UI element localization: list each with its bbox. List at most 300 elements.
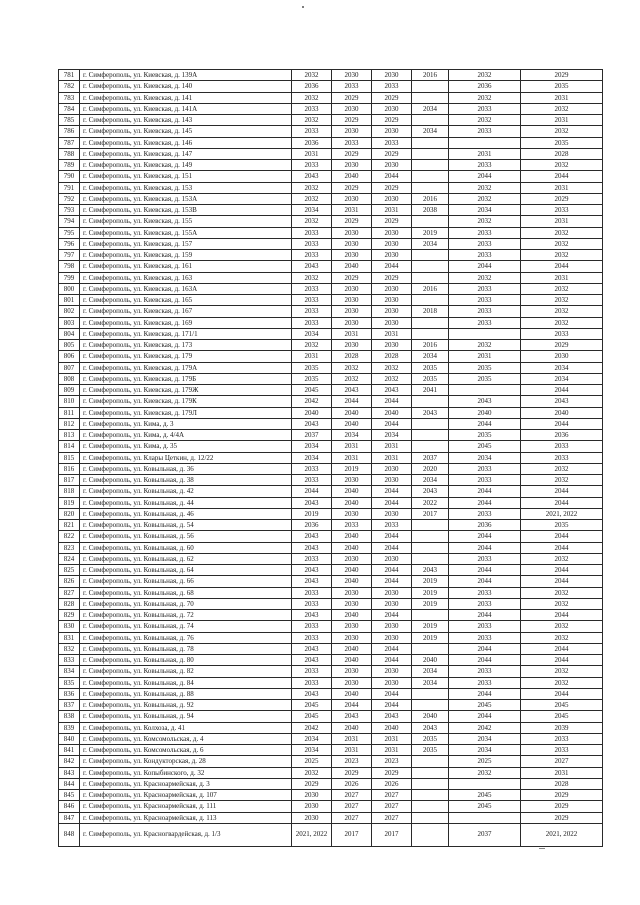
year-col-4 [412, 643, 449, 654]
year-col-1: 2033 [292, 463, 332, 474]
year-col-2: 2033 [332, 520, 372, 531]
year-col-4: 2017 [412, 508, 449, 519]
year-col-4: 2038 [412, 205, 449, 216]
year-col-5: 2031 [449, 351, 521, 362]
year-col-5: 2044 [449, 576, 521, 587]
year-col-3: 2031 [372, 733, 412, 744]
year-col-6: 2031 [521, 182, 603, 193]
row-number: 805 [59, 340, 80, 351]
year-col-4 [412, 700, 449, 711]
year-col-5: 2033 [449, 317, 521, 328]
year-col-1: 2034 [292, 733, 332, 744]
year-col-6: 2029 [521, 340, 603, 351]
year-col-3: 2030 [372, 553, 412, 564]
year-col-1: 2030 [292, 801, 332, 812]
year-col-4: 2034 [412, 103, 449, 114]
year-col-1: 2043 [292, 655, 332, 666]
year-col-2: 2040 [332, 407, 372, 418]
year-col-5: 2032 [449, 272, 521, 283]
year-col-4: 2035 [412, 733, 449, 744]
year-col-2: 2031 [332, 205, 372, 216]
year-col-3: 2044 [372, 418, 412, 429]
year-col-5: 2033 [449, 463, 521, 474]
address-cell: г. Симферополь, ул. Киевская, д. 140 [80, 81, 292, 92]
row-number: 801 [59, 295, 80, 306]
year-col-5: 2045 [449, 700, 521, 711]
year-col-1: 2040 [292, 407, 332, 418]
year-col-1: 2042 [292, 722, 332, 733]
year-col-4 [412, 328, 449, 339]
year-col-5: 2031 [449, 148, 521, 159]
year-col-3: 2033 [372, 137, 412, 148]
table-row [59, 238, 603, 249]
year-col-5 [449, 328, 521, 339]
year-col-5: 2044 [449, 643, 521, 654]
address-cell: г. Симферополь, ул. Киевская, д. 167 [80, 306, 292, 317]
year-col-5: 2033 [449, 553, 521, 564]
year-col-1: 2033 [292, 250, 332, 261]
year-col-6: 2044 [521, 610, 603, 621]
year-col-1: 2034 [292, 328, 332, 339]
year-col-6: 2045 [521, 700, 603, 711]
row-number: 785 [59, 115, 80, 126]
table-row [59, 655, 603, 666]
table-row [59, 250, 603, 261]
year-col-4 [412, 688, 449, 699]
table-row [59, 508, 603, 519]
row-number: 813 [59, 430, 80, 441]
row-number: 804 [59, 328, 80, 339]
year-col-4: 2016 [412, 193, 449, 204]
year-col-3: 2027 [372, 790, 412, 801]
address-cell: г. Симферополь, ул. Красноармейская, д. 3 [80, 778, 292, 789]
row-number: 796 [59, 238, 80, 249]
year-col-5: 2044 [449, 565, 521, 576]
year-col-6: 2029 [521, 193, 603, 204]
row-number: 819 [59, 497, 80, 508]
year-col-6: 2029 [521, 790, 603, 801]
year-col-2: 2040 [332, 565, 372, 576]
year-col-2: 2030 [332, 227, 372, 238]
year-col-4: 2022 [412, 497, 449, 508]
year-col-6: 2039 [521, 722, 603, 733]
year-col-5: 2033 [449, 103, 521, 114]
year-col-2: 2044 [332, 700, 372, 711]
address-cell: г. Симферополь, ул. Киевская, д. 179Л [80, 407, 292, 418]
year-col-1: 2043 [292, 497, 332, 508]
year-col-5: 2044 [449, 531, 521, 542]
row-number: 789 [59, 160, 80, 171]
year-col-1: 2033 [292, 317, 332, 328]
row-number: 799 [59, 272, 80, 283]
year-col-1: 2043 [292, 542, 332, 553]
year-col-4: 2016 [412, 283, 449, 294]
year-col-6: 2044 [521, 565, 603, 576]
year-col-5: 2033 [449, 632, 521, 643]
year-col-2: 2034 [332, 430, 372, 441]
table-row [59, 452, 603, 463]
year-col-1: 2043 [292, 643, 332, 654]
year-col-2: 2030 [332, 250, 372, 261]
address-cell: г. Симферополь, ул. Колхоза, д. 41 [80, 722, 292, 733]
year-col-5: 2044 [449, 655, 521, 666]
address-cell: г. Симферополь, ул. Киевская, д. 163 [80, 272, 292, 283]
year-col-3: 2040 [372, 722, 412, 733]
row-number: 831 [59, 632, 80, 643]
year-col-6: 2044 [521, 486, 603, 497]
year-col-5: 2034 [449, 452, 521, 463]
table-row [59, 486, 603, 497]
row-number: 807 [59, 362, 80, 373]
year-col-4: 2019 [412, 632, 449, 643]
year-col-2: 2030 [332, 160, 372, 171]
row-number: 797 [59, 250, 80, 261]
address-cell: г. Симферополь, ул. Киевская, д. 179К [80, 396, 292, 407]
year-col-2: 2040 [332, 261, 372, 272]
year-col-6: 2032 [521, 463, 603, 474]
address-cell: г. Симферополь, ул. Клары Цеткин, д. 12/22 [80, 452, 292, 463]
row-number: 788 [59, 148, 80, 159]
year-col-3: 2030 [372, 666, 412, 677]
address-cell: г. Симферополь, ул. Киевская, д. 161 [80, 261, 292, 272]
year-col-1: 2033 [292, 126, 332, 137]
year-col-3: 2031 [372, 452, 412, 463]
year-col-1: 2030 [292, 812, 332, 823]
year-col-6: 2040 [521, 407, 603, 418]
year-col-3: 2043 [372, 385, 412, 396]
row-number: 830 [59, 621, 80, 632]
row-number: 814 [59, 441, 80, 452]
year-col-3: 2029 [372, 216, 412, 227]
year-col-4 [412, 441, 449, 452]
table-row [59, 610, 603, 621]
row-number: 834 [59, 666, 80, 677]
address-cell: г. Симферополь, ул. Ковыльная, д. 92 [80, 700, 292, 711]
year-col-2: 2027 [332, 812, 372, 823]
year-col-1: 2035 [292, 362, 332, 373]
year-col-3: 2032 [372, 362, 412, 373]
year-col-6: 2044 [521, 261, 603, 272]
year-col-1: 2044 [292, 486, 332, 497]
year-col-1: 2032 [292, 216, 332, 227]
year-col-6: 2031 [521, 272, 603, 283]
year-col-2: 2027 [332, 790, 372, 801]
year-col-6: 2044 [521, 688, 603, 699]
year-col-2: 2040 [332, 418, 372, 429]
year-col-3: 2030 [372, 250, 412, 261]
year-col-1: 2032 [292, 272, 332, 283]
year-col-1: 2034 [292, 205, 332, 216]
address-cell: г. Симферополь, ул. Кима, д. 4/4А [80, 430, 292, 441]
year-col-4: 2043 [412, 407, 449, 418]
address-cell: г. Симферополь, ул. Киевская, д. 165 [80, 295, 292, 306]
year-col-4: 2020 [412, 463, 449, 474]
table-row [59, 261, 603, 272]
row-number: 806 [59, 351, 80, 362]
year-col-2: 2040 [332, 722, 372, 733]
year-col-3: 2029 [372, 92, 412, 103]
year-col-2: 2043 [332, 711, 372, 722]
year-col-3: 2031 [372, 328, 412, 339]
year-col-1: 2043 [292, 171, 332, 182]
year-col-5: 2044 [449, 688, 521, 699]
year-col-1: 2021, 2022 [292, 823, 332, 846]
year-col-3: 2044 [372, 565, 412, 576]
table-row [59, 126, 603, 137]
row-number: 842 [59, 756, 80, 767]
year-col-3: 2044 [372, 576, 412, 587]
address-cell: г. Симферополь, ул. Киевская, д. 169 [80, 317, 292, 328]
address-cell: г. Симферополь, ул. Киевская, д. 146 [80, 137, 292, 148]
year-col-4: 2019 [412, 576, 449, 587]
row-number: 794 [59, 216, 80, 227]
year-col-5: 2032 [449, 70, 521, 81]
row-number: 818 [59, 486, 80, 497]
year-col-2: 2040 [332, 531, 372, 542]
year-col-1: 2033 [292, 227, 332, 238]
year-col-2: 2030 [332, 632, 372, 643]
year-col-2: 2031 [332, 745, 372, 756]
year-col-4: 2040 [412, 711, 449, 722]
year-col-5 [449, 812, 521, 823]
year-col-4: 2034 [412, 238, 449, 249]
year-col-5: 2033 [449, 283, 521, 294]
year-col-4 [412, 790, 449, 801]
year-col-3: 2030 [372, 295, 412, 306]
year-col-2: 2031 [332, 441, 372, 452]
row-number: 837 [59, 700, 80, 711]
year-col-2: 2030 [332, 306, 372, 317]
year-col-1: 2032 [292, 340, 332, 351]
year-col-6: 2045 [521, 711, 603, 722]
year-col-6: 2032 [521, 283, 603, 294]
year-col-3: 2030 [372, 283, 412, 294]
year-col-4: 2043 [412, 486, 449, 497]
year-col-1: 2043 [292, 531, 332, 542]
year-col-2: 2030 [332, 475, 372, 486]
year-col-2: 2029 [332, 115, 372, 126]
year-col-1: 2035 [292, 373, 332, 384]
year-col-3: 2033 [372, 520, 412, 531]
table-row [59, 81, 603, 92]
year-col-4: 2034 [412, 475, 449, 486]
year-col-3: 2029 [372, 767, 412, 778]
year-col-4 [412, 81, 449, 92]
row-number: 836 [59, 688, 80, 699]
year-col-4 [412, 823, 449, 846]
year-col-3: 2044 [372, 688, 412, 699]
year-col-2: 2040 [332, 655, 372, 666]
year-col-6: 2032 [521, 666, 603, 677]
table-row [59, 643, 603, 654]
year-col-1: 2019 [292, 508, 332, 519]
year-col-5: 2033 [449, 677, 521, 688]
year-col-4 [412, 553, 449, 564]
address-cell: г. Симферополь, ул. Киевская, д. 155 [80, 216, 292, 227]
year-col-6: 2021, 2022 [521, 508, 603, 519]
row-number: 787 [59, 137, 80, 148]
year-col-6: 2044 [521, 497, 603, 508]
table-row [59, 418, 603, 429]
year-col-3: 2030 [372, 317, 412, 328]
row-number: 798 [59, 261, 80, 272]
year-col-5: 2033 [449, 587, 521, 598]
year-col-2: 2040 [332, 171, 372, 182]
year-col-3: 2044 [372, 610, 412, 621]
year-col-3: 2044 [372, 171, 412, 182]
address-cell: г. Симферополь, ул. Ковыльная, д. 62 [80, 553, 292, 564]
year-col-6: 2032 [521, 160, 603, 171]
year-col-5: 2036 [449, 520, 521, 531]
year-col-5: 2045 [449, 801, 521, 812]
year-col-1: 2045 [292, 711, 332, 722]
year-col-1: 2036 [292, 520, 332, 531]
year-col-4 [412, 171, 449, 182]
year-col-2: 2044 [332, 396, 372, 407]
address-cell: г. Симферополь, ул. Киевская, д. 179А [80, 362, 292, 373]
year-col-4: 2040 [412, 655, 449, 666]
year-col-4: 2018 [412, 306, 449, 317]
year-col-6: 2031 [521, 115, 603, 126]
address-cell: г. Симферополь, ул. Киевская, д. 171/1 [80, 328, 292, 339]
year-col-1: 2043 [292, 418, 332, 429]
year-col-3: 2044 [372, 655, 412, 666]
row-number: 793 [59, 205, 80, 216]
year-col-1: 2033 [292, 677, 332, 688]
year-col-6: 2033 [521, 733, 603, 744]
year-col-5: 2037 [449, 823, 521, 846]
year-col-6: 2043 [521, 396, 603, 407]
table-row [59, 441, 603, 452]
year-col-1: 2032 [292, 92, 332, 103]
table-row [59, 812, 603, 823]
address-cell: г. Симферополь, ул. Киевская, д. 163А [80, 283, 292, 294]
year-col-1: 2037 [292, 430, 332, 441]
row-number: 822 [59, 531, 80, 542]
table-row [59, 193, 603, 204]
year-col-1: 2032 [292, 70, 332, 81]
year-col-3: 2030 [372, 227, 412, 238]
address-cell: г. Симферополь, ул. Киевская, д. 157 [80, 238, 292, 249]
address-cell: г. Симферополь, ул. Ковыльная, д. 76 [80, 632, 292, 643]
address-cell: г. Симферополь, ул. Ковыльная, д. 38 [80, 475, 292, 486]
address-cell: г. Симферополь, ул. Красноармейская, д. 113 [80, 812, 292, 823]
year-col-1: 2025 [292, 756, 332, 767]
table-row [59, 677, 603, 688]
year-col-4: 2035 [412, 745, 449, 756]
row-number: 791 [59, 182, 80, 193]
row-number: 800 [59, 283, 80, 294]
year-col-2: 2029 [332, 216, 372, 227]
year-col-1: 2043 [292, 576, 332, 587]
year-col-3: 2034 [372, 430, 412, 441]
year-col-3: 2017 [372, 823, 412, 846]
table-row [59, 632, 603, 643]
address-cell: г. Симферополь, ул. Ковыльная, д. 56 [80, 531, 292, 542]
year-col-6: 2028 [521, 148, 603, 159]
year-col-1: 2031 [292, 148, 332, 159]
year-col-2: 2033 [332, 81, 372, 92]
year-col-4: 2035 [412, 373, 449, 384]
year-col-1: 2033 [292, 553, 332, 564]
year-col-1: 2032 [292, 115, 332, 126]
row-number: 821 [59, 520, 80, 531]
year-col-6: 2036 [521, 430, 603, 441]
year-col-4 [412, 160, 449, 171]
year-col-5: 2032 [449, 216, 521, 227]
table-row [59, 227, 603, 238]
row-number: 847 [59, 812, 80, 823]
year-col-3: 2044 [372, 396, 412, 407]
address-cell: г. Симферополь, ул. Ковыльная, д. 44 [80, 497, 292, 508]
row-number: 817 [59, 475, 80, 486]
year-col-4 [412, 610, 449, 621]
year-col-6: 2044 [521, 643, 603, 654]
year-col-1: 2042 [292, 396, 332, 407]
year-col-2: 2030 [332, 553, 372, 564]
address-cell: г. Симферополь, ул. Киевская, д. 149 [80, 160, 292, 171]
table-row [59, 137, 603, 148]
row-number: 803 [59, 317, 80, 328]
table-row [59, 733, 603, 744]
year-col-3: 2030 [372, 508, 412, 519]
year-col-2: 2017 [332, 823, 372, 846]
year-col-2: 2040 [332, 497, 372, 508]
year-col-6: 2044 [521, 418, 603, 429]
table-row [59, 790, 603, 801]
year-col-3: 2030 [372, 103, 412, 114]
address-cell: г. Симферополь, ул. Ковыльная, д. 94 [80, 711, 292, 722]
year-col-6: 2033 [521, 745, 603, 756]
year-col-6: 2029 [521, 801, 603, 812]
year-col-3: 2044 [372, 261, 412, 272]
year-col-1: 2033 [292, 306, 332, 317]
row-number: 810 [59, 396, 80, 407]
year-col-1: 2033 [292, 103, 332, 114]
address-cell: г. Симферополь, ул. Ковыльная, д. 60 [80, 542, 292, 553]
year-col-6: 2032 [521, 295, 603, 306]
row-number: 845 [59, 790, 80, 801]
table-row [59, 385, 603, 396]
table-row [59, 745, 603, 756]
year-col-5: 2032 [449, 92, 521, 103]
year-col-2: 2040 [332, 542, 372, 553]
year-col-5 [449, 385, 521, 396]
year-col-6: 2021, 2022 [521, 823, 603, 846]
address-cell: г. Симферополь, ул. Киевская, д. 143 [80, 115, 292, 126]
table-row [59, 778, 603, 789]
year-col-4 [412, 531, 449, 542]
address-cell: г. Симферополь, ул. Ковыльная, д. 88 [80, 688, 292, 699]
year-col-6: 2033 [521, 328, 603, 339]
address-cell: г. Симферополь, ул. Киевская, д. 139А [80, 70, 292, 81]
row-number: 829 [59, 610, 80, 621]
row-number: 812 [59, 418, 80, 429]
row-number: 840 [59, 733, 80, 744]
year-col-5: 2036 [449, 81, 521, 92]
year-col-6: 2033 [521, 441, 603, 452]
year-col-1: 2029 [292, 778, 332, 789]
year-col-5: 2025 [449, 756, 521, 767]
year-col-6: 2044 [521, 385, 603, 396]
address-cell: г. Симферополь, ул. Киевская, д. 159 [80, 250, 292, 261]
year-col-1: 2031 [292, 351, 332, 362]
year-col-5: 2045 [449, 790, 521, 801]
address-cell: г. Симферополь, ул. Киевская, д. 141А [80, 103, 292, 114]
year-col-2: 2040 [332, 688, 372, 699]
table-row [59, 700, 603, 711]
address-cell: г. Симферополь, ул. Красноармейская, д. 111 [80, 801, 292, 812]
